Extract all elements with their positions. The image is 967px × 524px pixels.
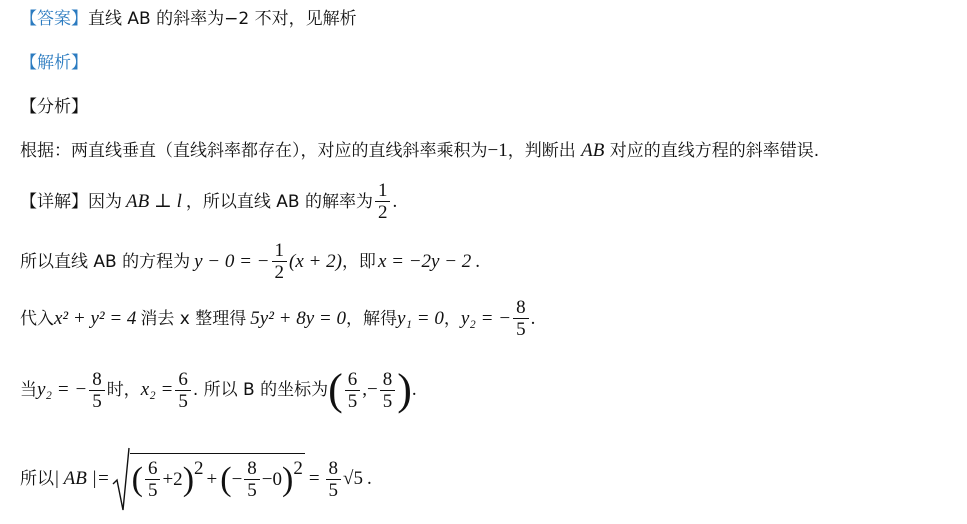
fraction-denominator: 5 <box>147 480 158 501</box>
line5-fraction-result <box>326 458 342 501</box>
paren-close: ) <box>282 460 294 498</box>
line5-plus: + <box>206 468 218 490</box>
radical-sign-icon <box>112 446 130 512</box>
line5-a-plus: +2 <box>162 468 183 490</box>
analysis-var: AB <box>581 140 605 161</box>
fraction-denominator: 5 <box>516 319 526 340</box>
line3-y2: y₂ = − <box>460 307 512 329</box>
line2-lhs: y − 0 = − <box>194 250 270 272</box>
fraction-numerator: 8 <box>89 369 105 391</box>
line5-b-tail: −0 <box>261 468 282 490</box>
fraction-numerator: 1 <box>375 180 391 202</box>
line4-fraction-a <box>89 369 105 412</box>
paren-close: ) <box>397 365 412 414</box>
line4-x2: x₂ = <box>140 379 174 400</box>
answer-tag: 【答案】 <box>20 9 88 29</box>
sqrt-body <box>130 453 305 501</box>
fraction-denominator: 2 <box>377 202 388 223</box>
line3-lead: 代入 <box>20 308 54 329</box>
answer-line <box>20 8 357 30</box>
square-exponent: 2 <box>194 458 204 479</box>
line5-end: . <box>366 468 372 489</box>
fraction-denominator: 5 <box>328 479 339 501</box>
line4-fraction-b <box>175 369 191 412</box>
paren-open: ( <box>131 460 143 498</box>
fraction-numerator: 8 <box>326 458 342 480</box>
line2-paren: (x + 2) <box>289 250 342 272</box>
fraction-numerator: 8 <box>244 458 260 480</box>
line3-fraction <box>513 297 529 340</box>
line4-lead: 当 <box>20 380 37 400</box>
analysis-value: −1 <box>487 140 508 161</box>
fraction-denominator: 5 <box>347 390 358 412</box>
line3-eq1: x² + y² = 4 <box>54 307 137 329</box>
line2-end: . <box>475 250 481 272</box>
line3-mid2: ，解得 <box>346 308 397 329</box>
answer-text: 直线 AB 的斜率为−2 不对，见解析 <box>88 9 357 29</box>
jiexi-tag: 【解析】 <box>20 53 88 73</box>
paren-open: ( <box>220 460 232 498</box>
square-exponent: 2 <box>293 458 303 479</box>
analysis-line <box>20 140 819 162</box>
line5-abs: | AB |= <box>54 468 110 489</box>
substitution-line <box>20 297 535 340</box>
line2-lead: 所以直线 AB 的方程为 <box>20 251 191 272</box>
detail-s1: 因为 <box>88 191 122 212</box>
fraction-denominator: 5 <box>92 390 102 412</box>
fenxi-heading <box>20 96 88 118</box>
line5-eq: = <box>308 468 320 489</box>
detail-line <box>20 180 397 223</box>
analysis-mid: ，判断出 <box>507 141 576 161</box>
fraction-numerator: 1 <box>272 240 288 262</box>
line5-lead: 所以 <box>20 469 54 489</box>
analysis-lead: 根据：两直线垂直（直线斜率都存在），对应的直线斜率乘积为 <box>20 141 488 161</box>
detail-fraction <box>375 180 391 223</box>
line5-b-minus: − <box>231 468 243 490</box>
line3-end: . <box>530 307 536 329</box>
fraction-numerator: 6 <box>145 458 161 480</box>
fraction-denominator: 5 <box>247 480 257 501</box>
analysis-tail: 对应的直线方程的斜率错误. <box>609 141 820 161</box>
fraction-numerator: 6 <box>175 369 191 391</box>
fraction-numerator: 8 <box>513 297 529 319</box>
coordinate-line <box>20 365 417 414</box>
detail-tag: 【详解】 <box>20 191 88 212</box>
line4-y2: y₂ = − <box>37 379 88 400</box>
paren-open: ( <box>328 365 343 414</box>
line5-fraction-b <box>244 458 260 501</box>
line5-fraction-a <box>145 458 161 501</box>
jiexi-heading <box>20 52 88 74</box>
paren-close: ) <box>182 460 195 498</box>
line3-mid: 消去 x 整理得 <box>140 308 247 329</box>
line4-coord-x <box>345 369 361 412</box>
line4-mid2: . 所以 B 的坐标为 <box>192 380 329 400</box>
line2-fraction <box>272 240 288 283</box>
sqrt-expression <box>112 446 305 512</box>
line3-y1: y₁ = 0 <box>397 307 444 329</box>
detail-perp: AB ⊥ l <box>126 190 182 212</box>
line4-mid: 时， <box>106 380 141 400</box>
line4-end: . <box>411 379 417 400</box>
fraction-denominator: 5 <box>382 390 393 412</box>
fraction-denominator: 2 <box>274 262 285 283</box>
line2-mid: ，即 <box>341 251 376 272</box>
line3-eq2: 5y² + 8y = 0 <box>250 307 346 329</box>
fraction-numerator: 6 <box>345 369 361 391</box>
line2-rhs: x = −2y − 2 <box>377 250 472 272</box>
line4-coord-y <box>380 369 396 412</box>
detail-end: . <box>392 190 398 212</box>
line-equation <box>20 240 480 283</box>
detail-s2: ，所以直线 AB 的解率为 <box>185 191 373 212</box>
distance-line <box>20 446 372 512</box>
line5-sqrt: √5 <box>343 468 363 489</box>
fenxi-tag: 【分析】 <box>20 97 88 117</box>
fraction-denominator: 5 <box>178 390 188 412</box>
fraction-numerator: 8 <box>380 369 396 391</box>
line3-comma: ， <box>443 308 461 329</box>
line4-comma: ,− <box>362 379 378 400</box>
